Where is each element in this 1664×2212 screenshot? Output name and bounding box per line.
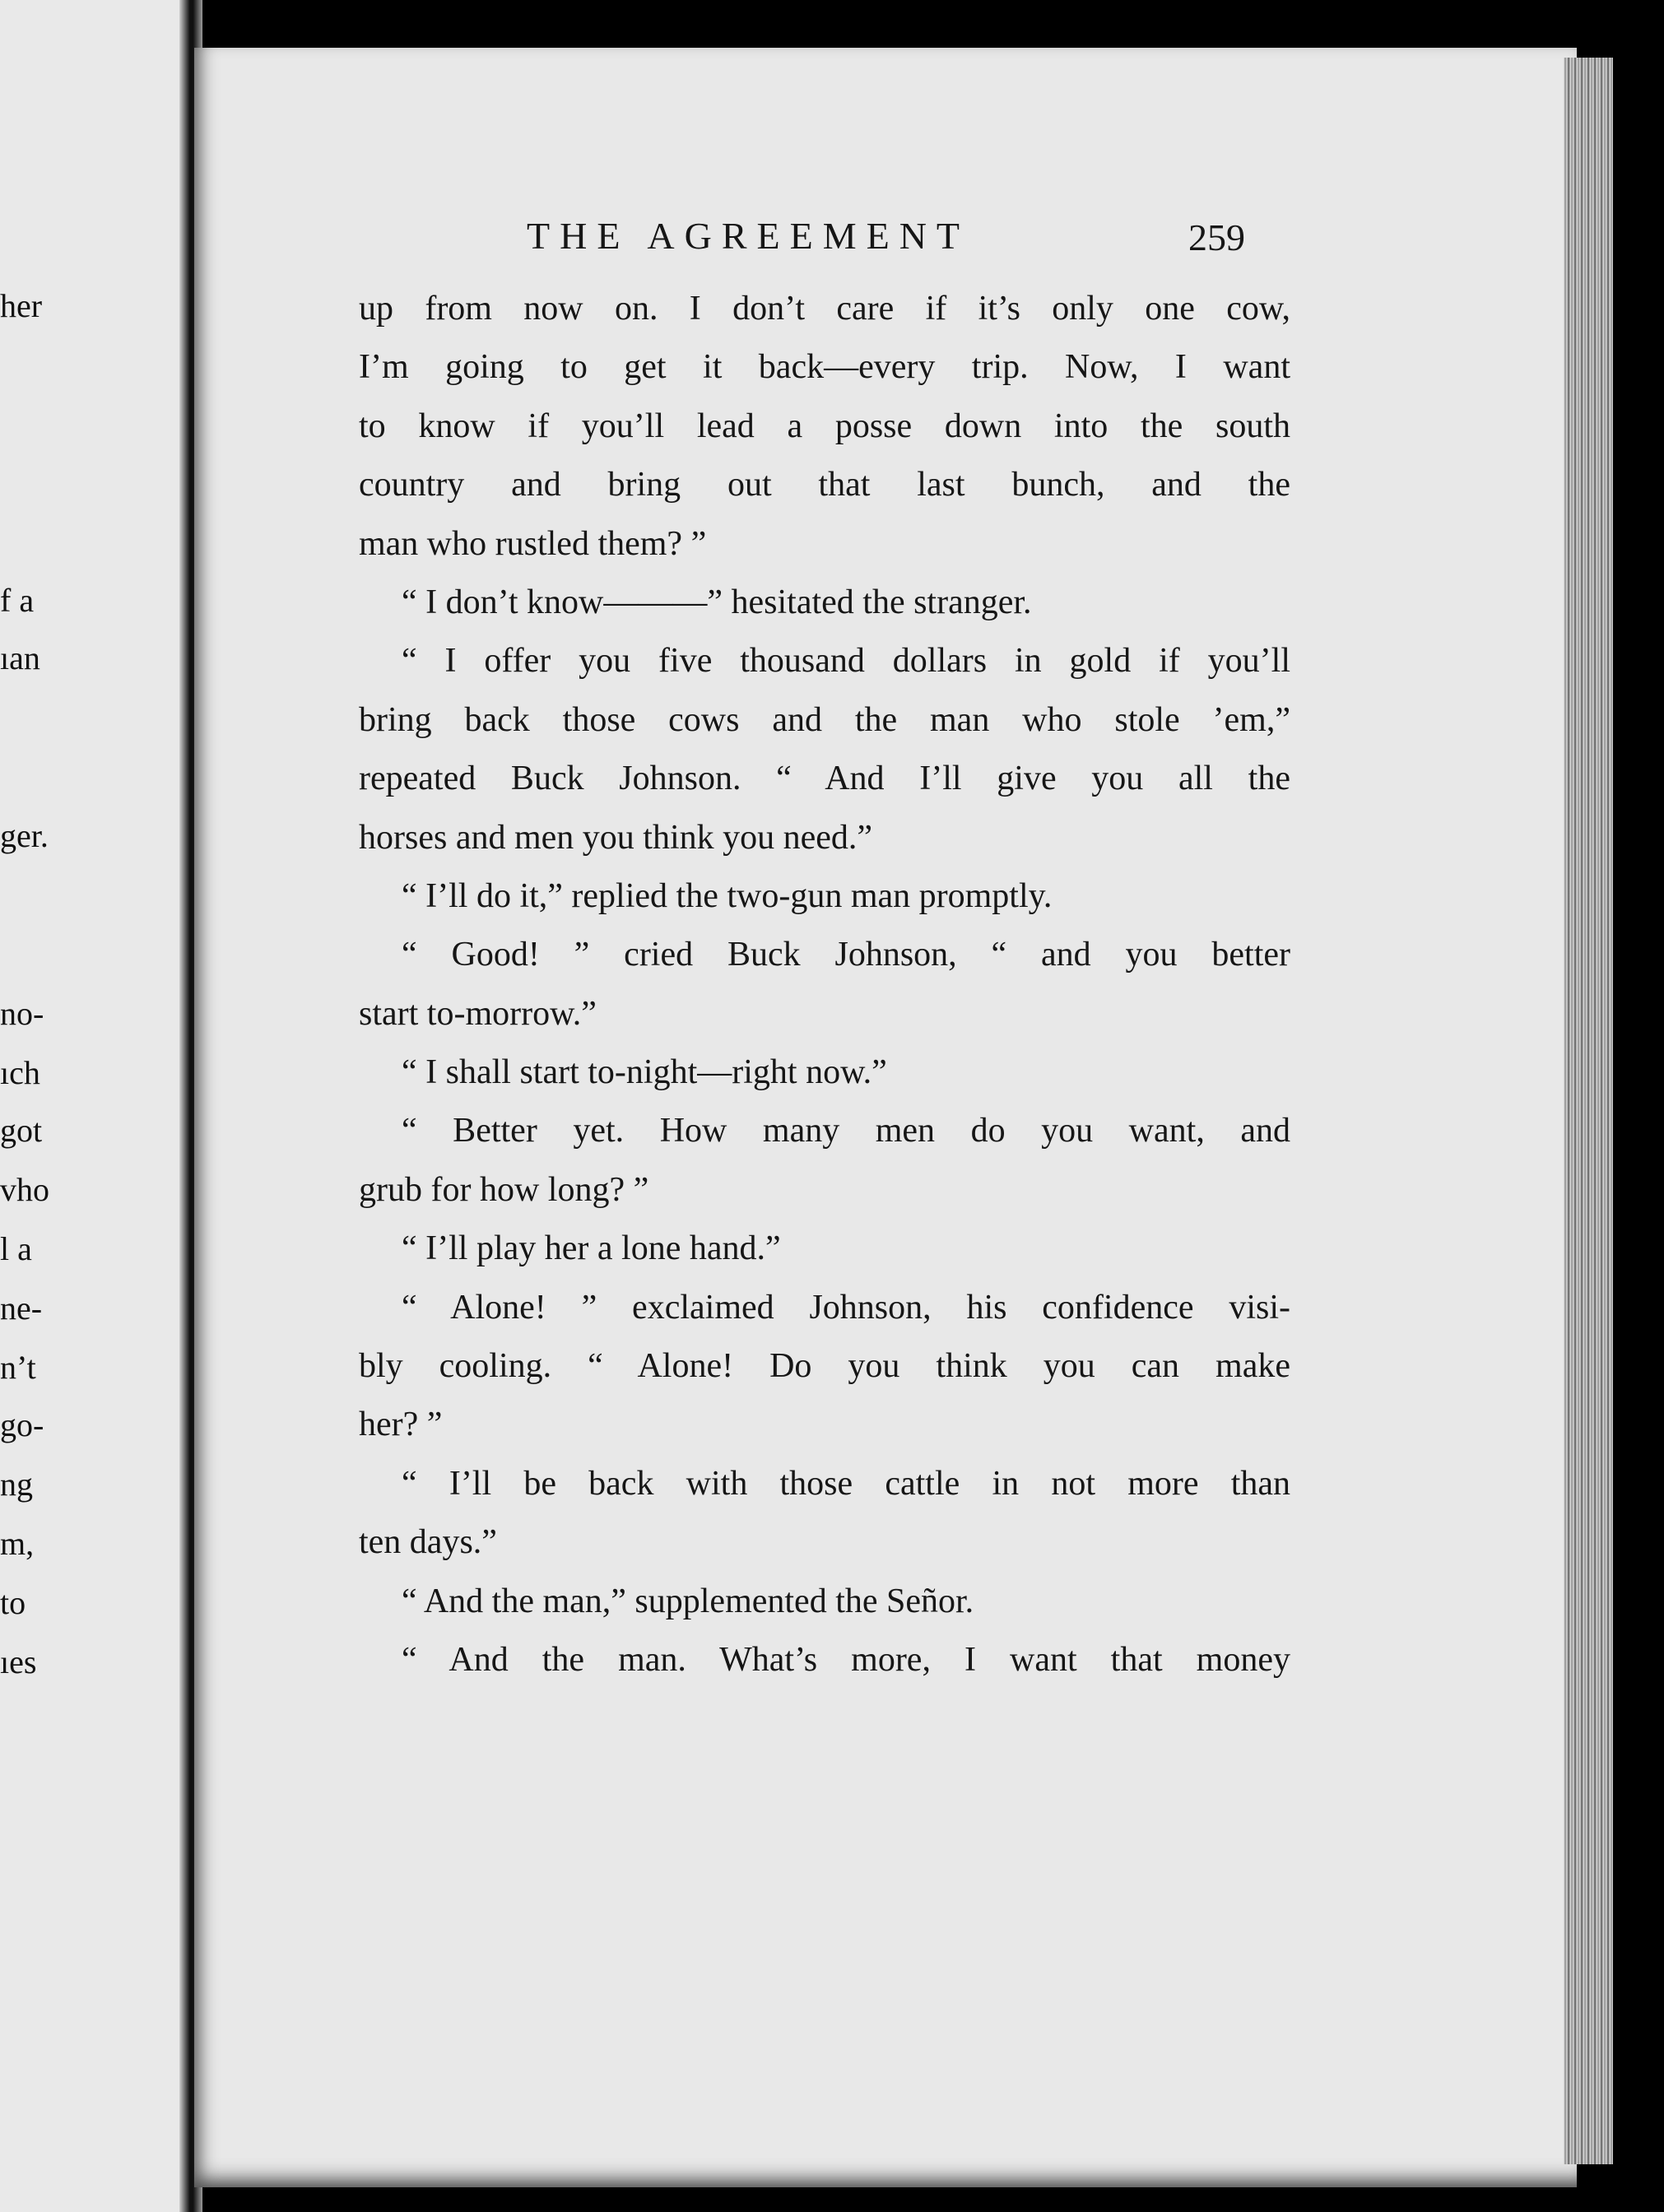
left-text-fragment: l a — [0, 1230, 32, 1267]
page-fore-edge — [1564, 58, 1613, 2164]
text-line: “ I’ll play her a lone hand.” — [402, 1229, 781, 1268]
left-text-fragment: ıes — [0, 1643, 37, 1680]
page-number: 259 — [1188, 216, 1245, 258]
left-text-fragment: vho — [0, 1171, 49, 1208]
text-line: country and bring out that last bunch, and the — [359, 466, 1290, 504]
left-text-fragment: no- — [0, 995, 44, 1032]
text-line: “ I’ll do it,” replied the two-gun man promptly. — [402, 876, 1053, 915]
text-line: ten days.” — [359, 1523, 497, 1562]
text-line: up from now on. I don’t care if it’s only one cow, — [359, 290, 1290, 328]
text-line: I’m going to get it back—every trip. Now, I want — [359, 348, 1290, 387]
text-line: bring back those cows and the man who stole ’em,” — [359, 700, 1290, 739]
left-text-fragment: go- — [0, 1406, 44, 1443]
left-text-fragment: ıan — [0, 639, 40, 676]
left-text-fragment: to — [0, 1584, 26, 1621]
running-head: THE AGREEMENT — [527, 215, 970, 257]
left-text-fragment: m, — [0, 1525, 35, 1562]
text-line: man who rustled them? ” — [359, 524, 707, 563]
body-text — [359, 280, 1290, 1689]
left-text-fragment: ne- — [0, 1290, 43, 1327]
text-line: grub for how long? ” — [359, 1170, 649, 1209]
text-line: “ Good! ” cried Buck Johnson, “ and you better — [402, 936, 1290, 974]
text-line: “ I don’t know———” hesitated the stranger. — [402, 583, 1032, 621]
text-line: “ Alone! ” exclaimed Johnson, his confidence visi- — [402, 1288, 1290, 1327]
text-line: to know if you’ll lead a posse down into the south — [359, 407, 1290, 445]
left-text-fragment: ger. — [0, 817, 49, 854]
text-line: horses and men you think you need.” — [359, 818, 873, 857]
text-line: “ I’ll be back with those cattle in not more than — [402, 1464, 1290, 1503]
left-text-fragment: f a — [0, 582, 35, 619]
text-line: “ I shall start to-night—right now.” — [402, 1053, 887, 1092]
text-line: “ I offer you five thousand dollars in gold if you’ll — [402, 642, 1290, 681]
text-line: bly cooling. “ Alone! Do you think you can make — [359, 1347, 1290, 1386]
text-line: “ And the man. What’s more, I want that money — [402, 1640, 1290, 1679]
left-text-fragment: ıch — [0, 1054, 40, 1091]
text-line: repeated Buck Johnson. “ And I’ll give you all the — [359, 760, 1290, 798]
left-text-fragment: ng — [0, 1466, 33, 1503]
left-page — [0, 0, 188, 2212]
text-line: her? ” — [359, 1406, 443, 1444]
left-text-fragment: got — [0, 1112, 43, 1149]
text-line: “ And the man,” supplemented the Señor. — [402, 1582, 974, 1620]
left-text-fragment: her — [0, 287, 43, 324]
text-line: start to-morrow.” — [359, 994, 597, 1033]
text-line: “ Better yet. How many men do you want, and — [402, 1112, 1290, 1150]
left-text-fragment: n’t — [0, 1349, 36, 1386]
